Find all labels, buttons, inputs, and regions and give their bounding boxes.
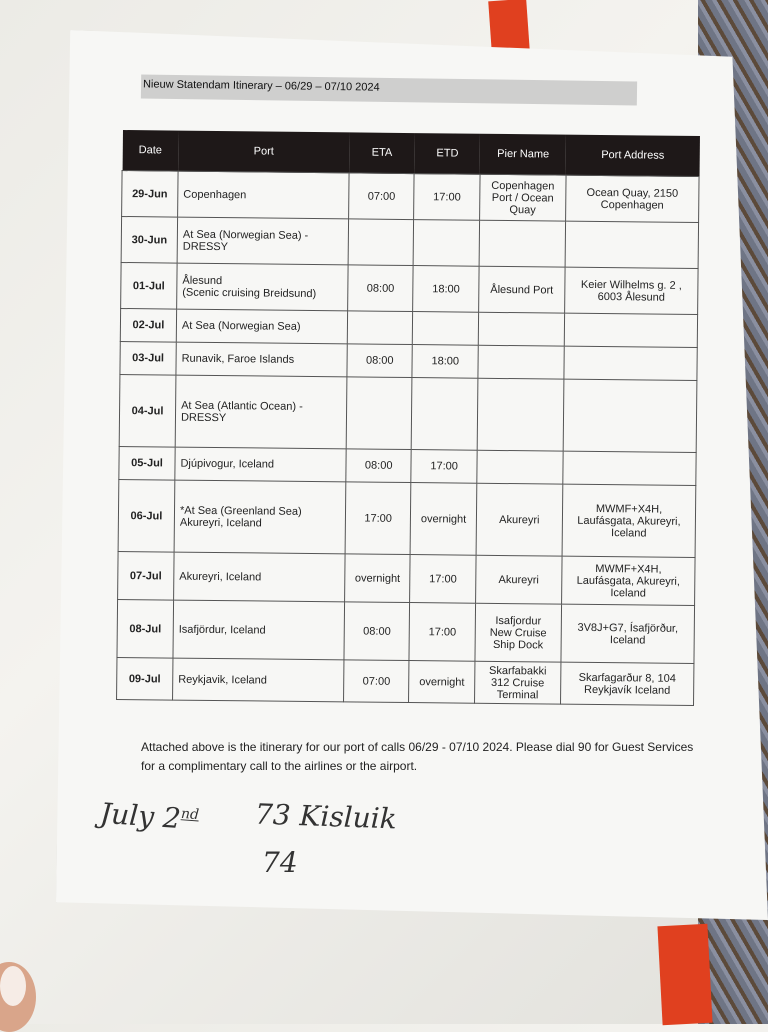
row-address — [565, 267, 699, 314]
row-etd — [412, 378, 478, 451]
row-pier — [475, 603, 562, 662]
row-pier — [478, 266, 565, 313]
row-port-line: Djúpivogur, Iceland — [180, 457, 275, 471]
row-address-line: MWMF+X4H, — [595, 562, 662, 576]
row-pier — [479, 174, 566, 221]
row-address — [564, 313, 697, 347]
row-address-line: Laufásgata, Akureyri, — [576, 574, 681, 588]
table-row — [121, 262, 698, 314]
row-eta: 08:00 — [347, 344, 413, 378]
fingernail — [0, 966, 26, 1006]
row-pier — [478, 345, 564, 379]
row-port-line: At Sea (Norwegian Sea) - DRESSY — [182, 228, 309, 253]
row-port-line: Copenhagen — [183, 188, 247, 201]
row-eta — [348, 219, 414, 266]
itinerary-table — [116, 130, 700, 706]
row-port — [177, 217, 348, 265]
row-address-line: Ocean Quay, 2150 — [586, 186, 679, 200]
col-date: Date — [122, 130, 178, 171]
row-port-line: Reykjavik, Iceland — [178, 673, 267, 687]
row-date: 07-Jul — [118, 551, 174, 600]
row-pier — [479, 220, 566, 267]
row-eta: 08:00 — [348, 265, 414, 312]
row-pier-line: Ålesund Port — [490, 283, 554, 297]
table-row — [121, 217, 698, 269]
row-pier-line: 312 Cruise — [490, 676, 545, 689]
row-pier-line: Ship Dock — [492, 638, 544, 651]
col-etd: ETD — [414, 133, 480, 174]
handwritten-date — [99, 797, 200, 837]
row-eta: 08:00 — [346, 449, 412, 483]
itinerary-rows — [117, 171, 700, 706]
row-address — [561, 604, 695, 663]
row-port — [173, 658, 344, 702]
row-etd — [414, 220, 480, 267]
row-etd: overnight — [409, 661, 475, 704]
row-pier — [476, 483, 563, 556]
row-eta: 07:00 — [344, 660, 410, 703]
row-port-line: (Scenic cruising Breidsund) — [182, 286, 317, 300]
row-eta: 07:00 — [349, 173, 415, 220]
row-address-line: Iceland — [610, 526, 647, 540]
row-etd: overnight — [411, 483, 477, 556]
handwritten-note-line1: 73 Kisluik — [254, 797, 398, 836]
row-etd: 17:00 — [409, 603, 475, 662]
row-address-line: Reykjavík Iceland — [583, 683, 671, 697]
red-ribbon-top — [488, 0, 530, 53]
table-header-row — [122, 130, 699, 177]
row-etd: 18:00 — [413, 266, 479, 313]
row-eta — [346, 377, 412, 450]
row-address-line: Copenhagen — [600, 198, 664, 212]
row-pier-line: Akureyri — [498, 573, 539, 586]
row-port-line: Ålesund — [182, 274, 223, 287]
row-address-line: Laufásgata, Akureyri, — [577, 514, 681, 528]
row-port — [176, 309, 347, 344]
row-address — [565, 221, 699, 268]
row-eta: 17:00 — [345, 482, 411, 555]
row-eta — [347, 311, 413, 345]
row-etd: 18:00 — [412, 345, 478, 379]
row-address — [566, 175, 700, 222]
row-pier — [475, 555, 562, 604]
row-date: 03-Jul — [120, 341, 176, 375]
itinerary-title: Nieuw Statendam Itinerary – 06/29 – 07/10 2024 — [142, 78, 380, 94]
row-date: 04-Jul — [119, 374, 176, 447]
row-address-line: 3V8J+G7, Ísafjörður, — [577, 621, 679, 635]
row-pier-line: Isafjordur — [495, 614, 542, 627]
row-date: 06-Jul — [118, 479, 175, 552]
row-date: 02-Jul — [120, 308, 176, 342]
row-pier-line: Skarfabakki — [488, 664, 547, 677]
row-address — [563, 451, 696, 485]
table-row — [118, 479, 696, 557]
row-eta: overnight — [345, 554, 411, 603]
row-port-line: Akureyri, Iceland — [179, 516, 262, 529]
row-address — [560, 662, 693, 705]
row-pier-line: Copenhagen — [491, 179, 555, 193]
row-address-line: Iceland — [609, 633, 646, 647]
row-etd: 17:00 — [410, 555, 476, 604]
row-pier — [477, 378, 564, 451]
row-port — [174, 480, 346, 554]
row-pier-line: Akureyri — [499, 513, 540, 526]
col-address: Port Address — [566, 135, 699, 177]
row-port — [176, 342, 347, 377]
row-port-line: Isafjördur, Iceland — [178, 623, 266, 637]
row-port — [178, 171, 349, 219]
row-date: 30-Jun — [121, 217, 177, 264]
row-address — [563, 379, 697, 452]
row-eta: 08:00 — [344, 602, 410, 661]
table-row — [119, 374, 697, 452]
row-address — [562, 484, 696, 557]
col-eta: ETA — [349, 132, 415, 173]
row-port-line: At Sea (Atlantic Ocean) - DRESSY — [180, 399, 303, 424]
row-etd — [413, 312, 479, 346]
table-row — [117, 599, 695, 663]
row-address — [562, 556, 696, 605]
col-port: Port — [178, 131, 349, 173]
handwritten-date-suffix: nd — [180, 805, 200, 824]
row-port — [175, 375, 347, 449]
row-pier-line: Quay — [509, 203, 536, 216]
row-pier — [477, 450, 563, 484]
row-etd: 17:00 — [414, 174, 480, 221]
table-row — [122, 171, 699, 223]
row-port-line: Akureyri, Iceland — [179, 570, 262, 583]
row-port — [174, 552, 345, 602]
handwritten-date-text: July 2 — [98, 796, 182, 836]
table-row — [117, 657, 694, 705]
row-date: 01-Jul — [121, 262, 177, 309]
row-address-line: 6003 Ålesund — [597, 290, 665, 304]
row-date: 09-Jul — [117, 657, 173, 700]
col-pier: Pier Name — [480, 134, 567, 175]
row-address — [564, 346, 697, 380]
finger — [0, 962, 36, 1032]
row-etd: 17:00 — [411, 450, 477, 484]
row-port — [173, 600, 345, 660]
row-address-line: Keier Wilhelms g. 2 , — [580, 278, 682, 292]
itinerary-note: Attached above is the itinerary for our port of calls 06/29 - 07/10 2024. Please dial 90 for Guest Services for a complimentary call to the airlines or the airport. — [141, 740, 694, 773]
row-pier-line: Terminal — [496, 688, 539, 701]
row-address-line: Skarfagarður 8, 104 — [578, 671, 676, 685]
row-address-line: Iceland — [610, 586, 646, 600]
row-date: 29-Jun — [122, 171, 178, 218]
handwritten-note-line2: 74 — [262, 846, 298, 879]
row-pier-line: New Cruise — [489, 626, 547, 639]
row-port-line: At Sea (Norwegian Sea) — [181, 319, 301, 333]
row-pier — [474, 661, 561, 704]
row-address-line: MWMF+X4H, — [595, 502, 663, 516]
row-port — [175, 447, 346, 482]
row-pier-line: Port / Ocean — [491, 191, 554, 205]
row-port — [177, 263, 348, 311]
red-ribbon-bottom — [657, 924, 712, 1025]
row-date: 08-Jul — [117, 599, 174, 658]
row-date: 05-Jul — [119, 446, 175, 480]
row-port-line: Runavik, Faroe Islands — [181, 352, 295, 366]
row-port-line: *At Sea (Greenland Sea) — [179, 504, 302, 518]
table-row — [118, 551, 695, 605]
row-pier — [478, 312, 564, 346]
